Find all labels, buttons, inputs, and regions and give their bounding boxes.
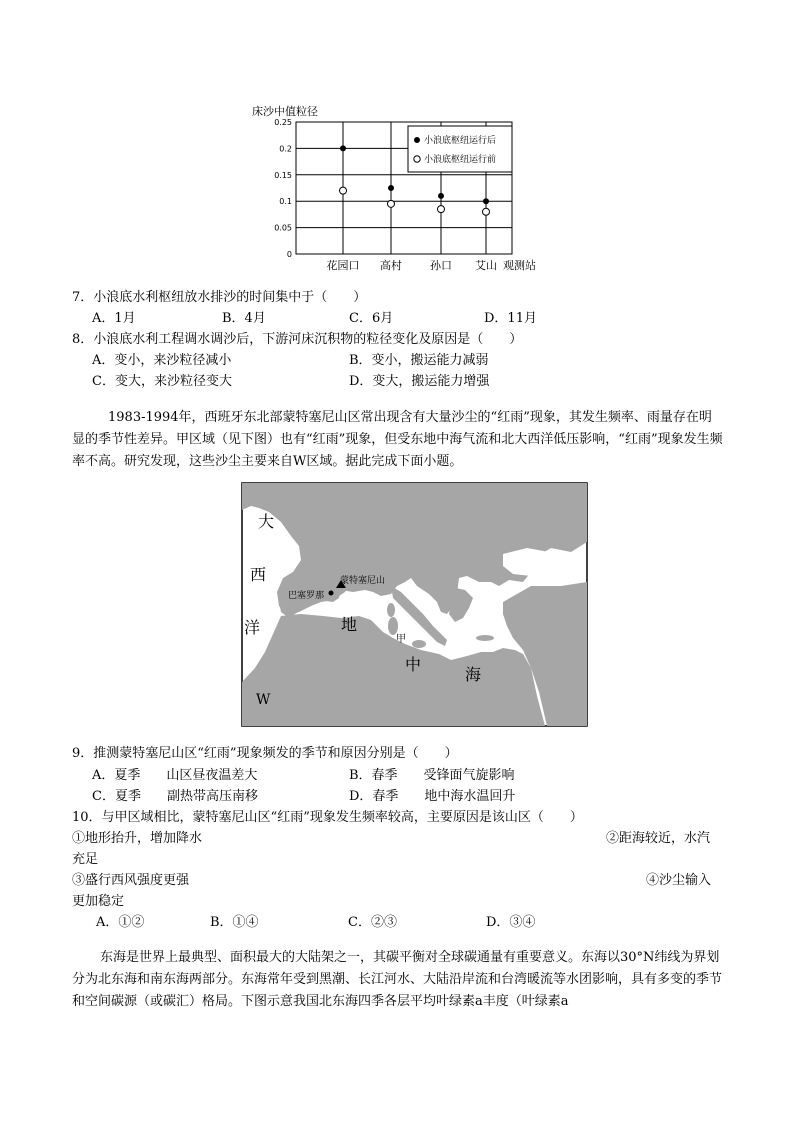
point-after xyxy=(483,198,489,204)
y-tick-label: 0.1 xyxy=(279,197,292,207)
sicily-island xyxy=(412,640,426,648)
map-label-mountain: 蒙特塞尼山 xyxy=(340,576,386,586)
y-tick-label: 0.15 xyxy=(274,170,292,180)
passage-red-rain: 1983-1994年，西班牙东北部蒙特塞尼山区常出现含有大量沙尘的“红雨”现象，其发生频率、雨量存在明显的季节性差异。甲区域（见下图）也有“红雨”现象，但受东地中海气流和北大西洋低压影响，“红雨”现象发生频率不高。研究发现，这些沙尘主要来自W区域。据此完成下面小题。 xyxy=(72,410,723,469)
x-axis-labels xyxy=(327,258,498,272)
legend-box xyxy=(408,126,512,172)
x-tick-label: 高村 xyxy=(380,259,402,272)
point-before xyxy=(483,208,490,215)
map-label-da: 大 xyxy=(258,512,275,531)
q10-statement-1: ①地形抬升，增加降水 xyxy=(72,831,203,846)
map-label-di: 地 xyxy=(341,615,358,634)
chart-xlabel: 观测站 xyxy=(503,259,536,272)
q10-option-b[interactable]: B．①④ xyxy=(210,915,259,930)
q10-statement-4-cont: 更加稳定 xyxy=(72,894,125,909)
q7-option-c[interactable]: C．6月 xyxy=(349,311,394,326)
y-tick-label: 0 xyxy=(286,250,292,259)
mediterranean-map xyxy=(241,482,589,728)
q9-stem: 9．推测蒙特塞尼山区“红雨”现象频发的季节和原因分别是（ ） xyxy=(72,746,458,761)
point-after xyxy=(388,185,394,191)
q9-option-d[interactable]: D．春季 地中海水温回升 xyxy=(349,789,516,804)
map-label-hai: 海 xyxy=(465,665,482,684)
y-tick-label: 0.05 xyxy=(274,223,292,233)
q10-option-d[interactable]: D．③④ xyxy=(486,915,536,930)
legend-after-label: 小浪底枢纽运行后 xyxy=(424,136,497,146)
q7-option-d[interactable]: D．11月 xyxy=(484,311,537,326)
point-before xyxy=(388,200,395,207)
q10-statement-4: ④沙尘输入 xyxy=(646,873,712,888)
legend-open-marker xyxy=(414,156,420,162)
q10-statement-3: ③盛行西风强度更强 xyxy=(72,873,190,888)
small-island xyxy=(545,544,549,548)
point-after xyxy=(340,145,346,151)
q10-statement-2: ②距海较近，水汽 xyxy=(606,831,711,846)
x-tick-label: 艾山 xyxy=(475,259,497,272)
grain-size-chart xyxy=(0,0,794,280)
q8-option-a[interactable]: A．变小，来沙粒径减小 xyxy=(92,353,232,368)
q10-option-a[interactable]: A．①② xyxy=(96,915,145,930)
passage-east-china-sea: 东海是世界上最典型、面积最大的大陆架之一，其碳平衡对全球碳通量有重要意义。东海以30°N纬线为界划分为北东海和南东海两部分。东海常年受到黑潮、长江河水、大陆沿岸流和台湾暖流等水团影响，具有多变的季节和空间碳源（或碳汇）格局。下图示意我国北东海四季各层平均叶绿素a丰度（叶绿素a xyxy=(72,950,723,1009)
q10-option-c[interactable]: C．②③ xyxy=(348,915,397,930)
point-before xyxy=(340,187,347,194)
point-before xyxy=(438,206,445,213)
q9-option-b[interactable]: B．春季 受锋面气旋影响 xyxy=(349,768,515,783)
x-tick-label: 孙口 xyxy=(430,259,452,272)
city-marker-icon xyxy=(329,591,334,596)
q10-stem: 10．与甲区域相比，蒙特塞尼山区“红雨”现象发生频率较高，主要原因是该山区（ ） xyxy=(72,810,583,825)
corsica-island xyxy=(387,603,395,617)
legend-filled-marker xyxy=(414,137,420,143)
cyprus-island xyxy=(512,625,522,631)
chart-ylabel: 床沙中值粒径 xyxy=(252,105,318,118)
map-label-city: 巴塞罗那 xyxy=(288,591,325,601)
y-tick-label: 0.2 xyxy=(279,144,292,154)
q8-option-d[interactable]: D．变大，搬运能力增强 xyxy=(349,374,490,389)
map-label-jia: 甲 xyxy=(396,634,406,645)
y-axis-ticks xyxy=(274,118,292,259)
q7-stem: 7．小浪底水利枢纽放水排沙的时间集中于（ ） xyxy=(72,290,367,305)
q9-option-a[interactable]: A．夏季 山区昼夜温差大 xyxy=(92,768,258,783)
point-after xyxy=(438,193,444,199)
q8-option-b[interactable]: B．变小，搬运能力减弱 xyxy=(349,353,489,368)
q9-option-c[interactable]: C．夏季 副热带高压南移 xyxy=(92,789,258,804)
q8-stem: 8．小浪底水利工程调水调沙后，下游河床沉积物的粒径变化及原因是（ ） xyxy=(72,332,523,347)
map-label-w: W xyxy=(256,692,271,708)
q10-statement-2-cont: 充足 xyxy=(72,852,99,867)
map-label-yang: 洋 xyxy=(244,618,261,637)
map-label-xi: 西 xyxy=(250,565,267,584)
map-label-zhong: 中 xyxy=(405,655,422,674)
y-tick-label: 0.25 xyxy=(274,118,292,127)
x-tick-label: 花园口 xyxy=(326,259,360,272)
legend-before-label: 小浪底枢纽运行前 xyxy=(424,155,497,165)
q7-option-a[interactable]: A．1月 xyxy=(92,311,136,326)
q7-option-b[interactable]: B．4月 xyxy=(222,311,266,326)
q8-option-c[interactable]: C．变大，来沙粒径变大 xyxy=(92,374,232,389)
crete-island xyxy=(476,635,494,641)
